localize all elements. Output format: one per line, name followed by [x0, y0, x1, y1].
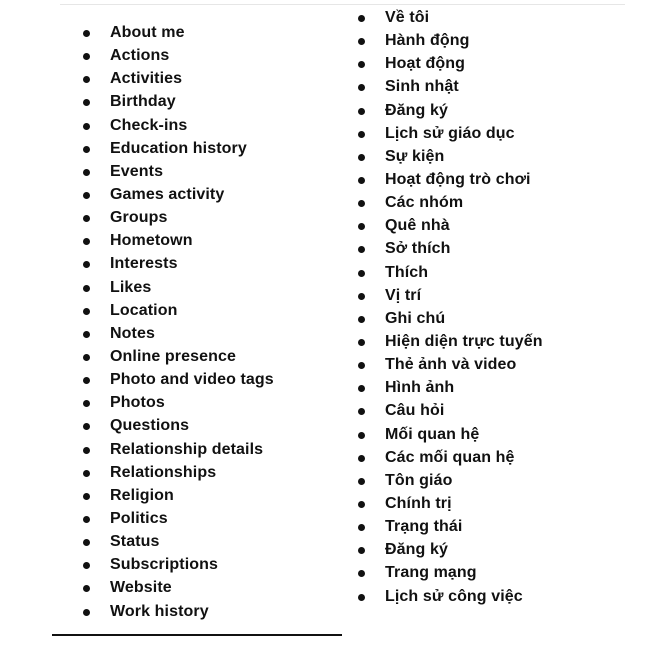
vietnamese-term-item: Hoạt động — [355, 52, 543, 75]
english-term-item: Events — [80, 160, 274, 183]
english-term-item: Actions — [80, 44, 274, 67]
english-term-item: Relationship details — [80, 438, 274, 461]
vietnamese-term-item: Thích — [355, 261, 543, 284]
english-term-item: Birthday — [80, 90, 274, 113]
english-term-item: Hometown — [80, 229, 274, 252]
vietnamese-term-item: Các mối quan hệ — [355, 446, 543, 469]
english-term-item: Education history — [80, 137, 274, 160]
vietnamese-term-item: Sở thích — [355, 237, 543, 260]
english-term-item: Likes — [80, 276, 274, 299]
vietnamese-term-item: Trang mạng — [355, 561, 543, 584]
english-term-item: Games activity — [80, 183, 274, 206]
vietnamese-term-item: Hành động — [355, 29, 543, 52]
english-term-item: Questions — [80, 414, 274, 437]
vietnamese-term-item: Sự kiện — [355, 145, 543, 168]
english-term-item: Interests — [80, 252, 274, 275]
english-term-item: Groups — [80, 206, 274, 229]
vietnamese-term-item: Đăng ký — [355, 99, 543, 122]
english-term-item: Religion — [80, 484, 274, 507]
english-term-item: Notes — [80, 322, 274, 345]
vietnamese-term-item: Tôn giáo — [355, 469, 543, 492]
english-term-item: Work history — [80, 600, 274, 623]
bottom-rule — [52, 634, 342, 636]
english-term-item: Politics — [80, 507, 274, 530]
english-term-item: Location — [80, 299, 274, 322]
english-term-item: Relationships — [80, 461, 274, 484]
english-term-item: About me — [80, 21, 274, 44]
english-term-item: Photos — [80, 391, 274, 414]
vietnamese-term-item: Các nhóm — [355, 191, 543, 214]
vietnamese-term-item: Lịch sử công việc — [355, 585, 543, 608]
vietnamese-term-list — [355, 6, 543, 608]
vietnamese-term-item: Ghi chú — [355, 307, 543, 330]
english-term-item: Subscriptions — [80, 553, 274, 576]
vietnamese-term-item: Trạng thái — [355, 515, 543, 538]
top-divider — [60, 4, 625, 5]
english-term-item: Photo and video tags — [80, 368, 274, 391]
vietnamese-term-item: Thẻ ảnh và video — [355, 353, 543, 376]
vietnamese-term-item: Hiện diện trực tuyến — [355, 330, 543, 353]
vietnamese-term-item: Quê nhà — [355, 214, 543, 237]
vietnamese-term-item: Đăng ký — [355, 538, 543, 561]
vietnamese-term-item: Mối quan hệ — [355, 423, 543, 446]
vietnamese-term-item: Về tôi — [355, 6, 543, 29]
english-term-item: Online presence — [80, 345, 274, 368]
english-term-list — [80, 21, 274, 623]
vietnamese-term-item: Câu hỏi — [355, 399, 543, 422]
vietnamese-term-item: Lịch sử giáo dục — [355, 122, 543, 145]
english-term-item: Activities — [80, 67, 274, 90]
vietnamese-term-item: Sinh nhật — [355, 75, 543, 98]
english-term-item: Status — [80, 530, 274, 553]
english-term-item: Check-ins — [80, 114, 274, 137]
english-term-item: Website — [80, 576, 274, 599]
vietnamese-term-item: Vị trí — [355, 284, 543, 307]
vietnamese-term-item: Hoạt động trò chơi — [355, 168, 543, 191]
vietnamese-term-item: Hình ảnh — [355, 376, 543, 399]
vietnamese-term-item: Chính trị — [355, 492, 543, 515]
